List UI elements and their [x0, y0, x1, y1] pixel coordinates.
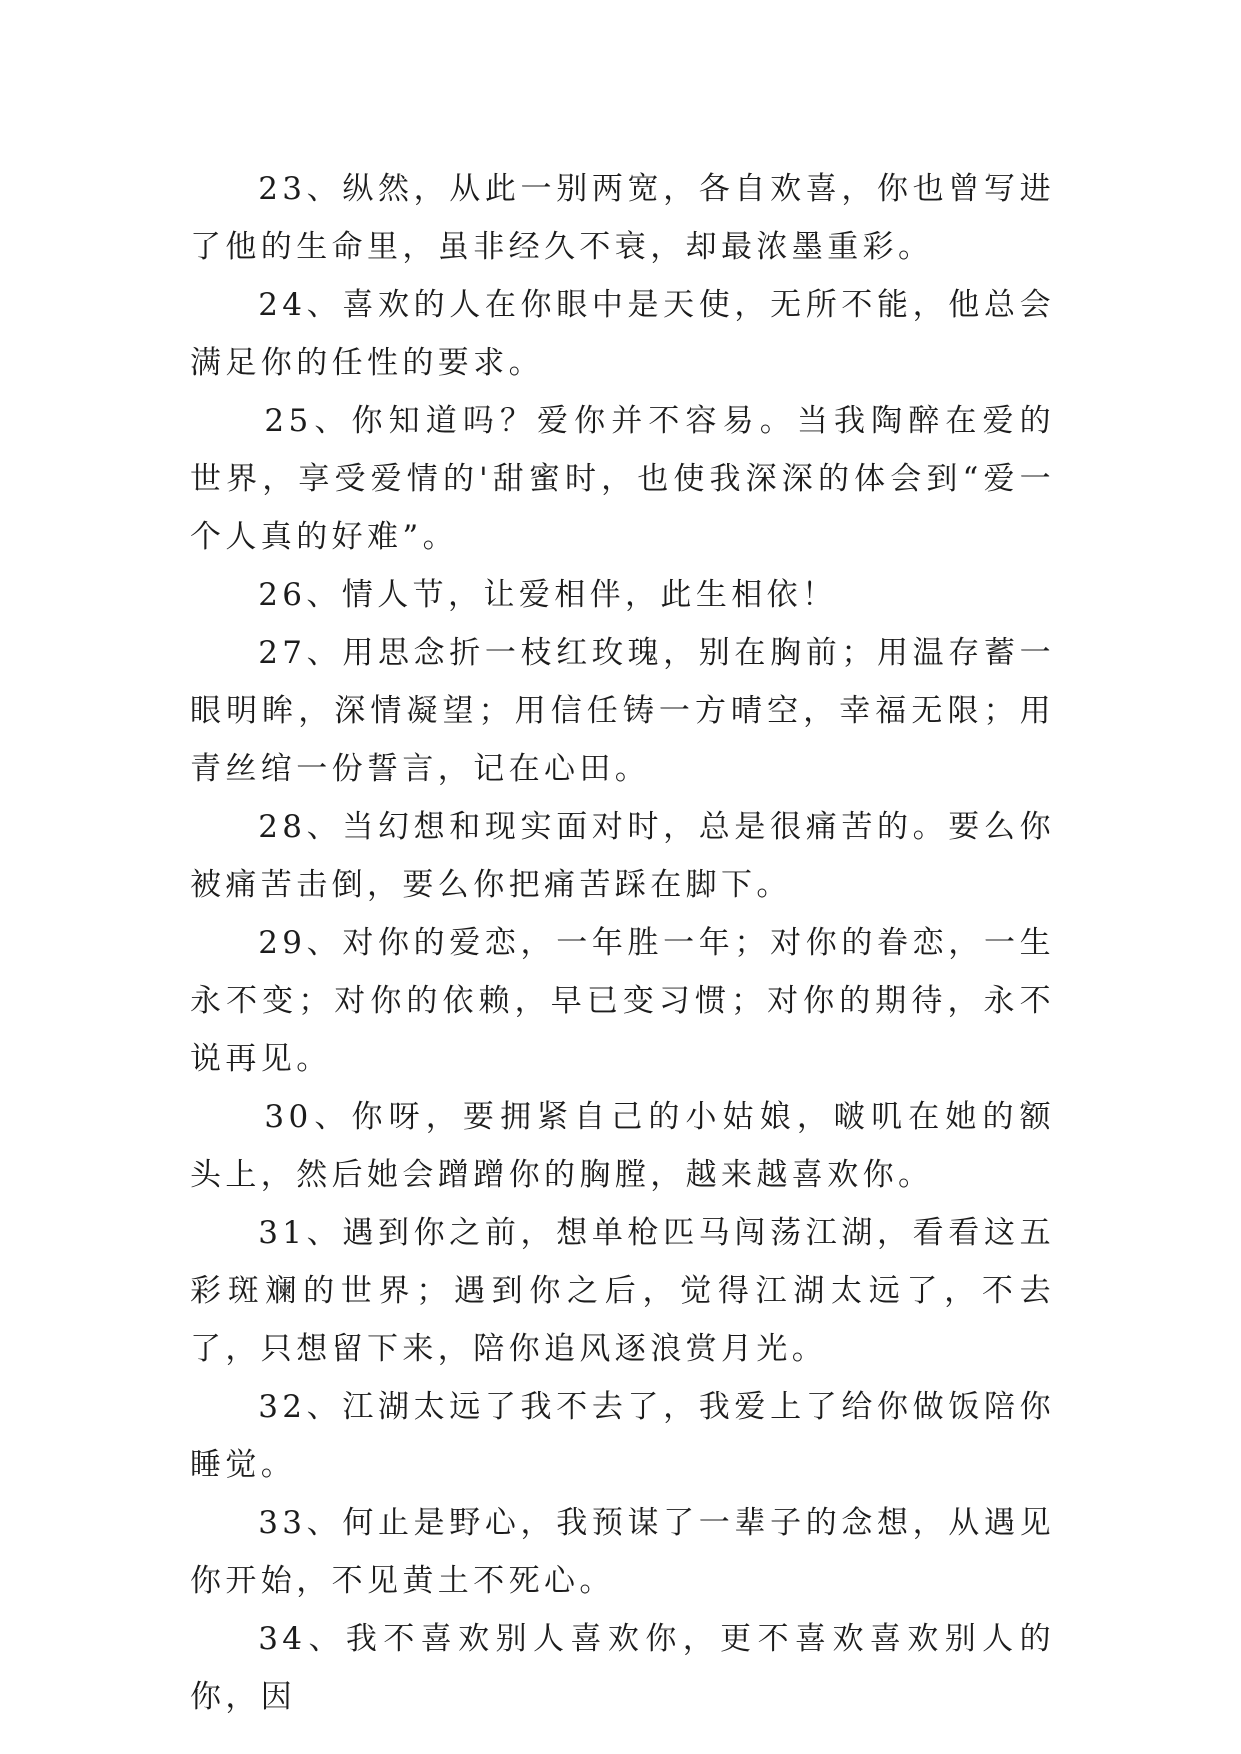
paragraph-34: 34、我不喜欢别人喜欢你，更不喜欢喜欢别人的你，因	[190, 1621, 1055, 1715]
paragraph-31: 31、遇到你之前，想单枪匹马闯荡江湖，看看这五彩斑斓的世界；遇到你之后，觉得江湖太远了，不去了，只想留下来，陪你追风逐浪赏月光。	[190, 1215, 1055, 1367]
paragraph-23: 23、纵然，从此一别两宽，各自欢喜，你也曾写进了他的生命里，虽非经久不衰，却最浓墨重彩。	[190, 171, 1055, 265]
paragraph-24: 24、喜欢的人在你眼中是天使，无所不能，他总会满足你的任性的要求。	[190, 287, 1055, 381]
paragraph-29: 29、对你的爱恋，一年胜一年；对你的眷恋，一生永不变；对你的依赖，早已变习惯；对你的期待，永不说再见。	[190, 925, 1055, 1077]
paragraph-33: 33、何止是野心，我预谋了一辈子的念想，从遇见你开始，不见黄土不死心。	[190, 1505, 1055, 1599]
paragraph-25: 25、你知道吗？爱你并不容易。当我陶醉在爱的世界，享受爱情的'甜蜜时，也使我深深的体会到“爱一个人真的好难”。	[190, 403, 1055, 555]
paragraph-26: 26、情人节，让爱相伴，此生相依！	[258, 577, 838, 613]
paragraph-28: 28、当幻想和现实面对时，总是很痛苦的。要么你被痛苦击倒，要么你把痛苦踩在脚下。	[190, 809, 1055, 903]
paragraph-30: 30、你呀，要拥紧自己的小姑娘，啵叽在她的额头上，然后她会蹭蹭你的胸膛，越来越喜欢你。	[190, 1099, 1055, 1193]
paragraph-32: 32、江湖太远了我不去了，我爱上了给你做饭陪你睡觉。	[190, 1389, 1055, 1483]
document-body	[190, 160, 1055, 1726]
paragraph-27: 27、用思念折一枝红玫瑰，别在胸前；用温存蓄一眼明眸，深情凝望；用信任铸一方晴空，幸福无限；用青丝绾一份誓言，记在心田。	[190, 635, 1055, 787]
